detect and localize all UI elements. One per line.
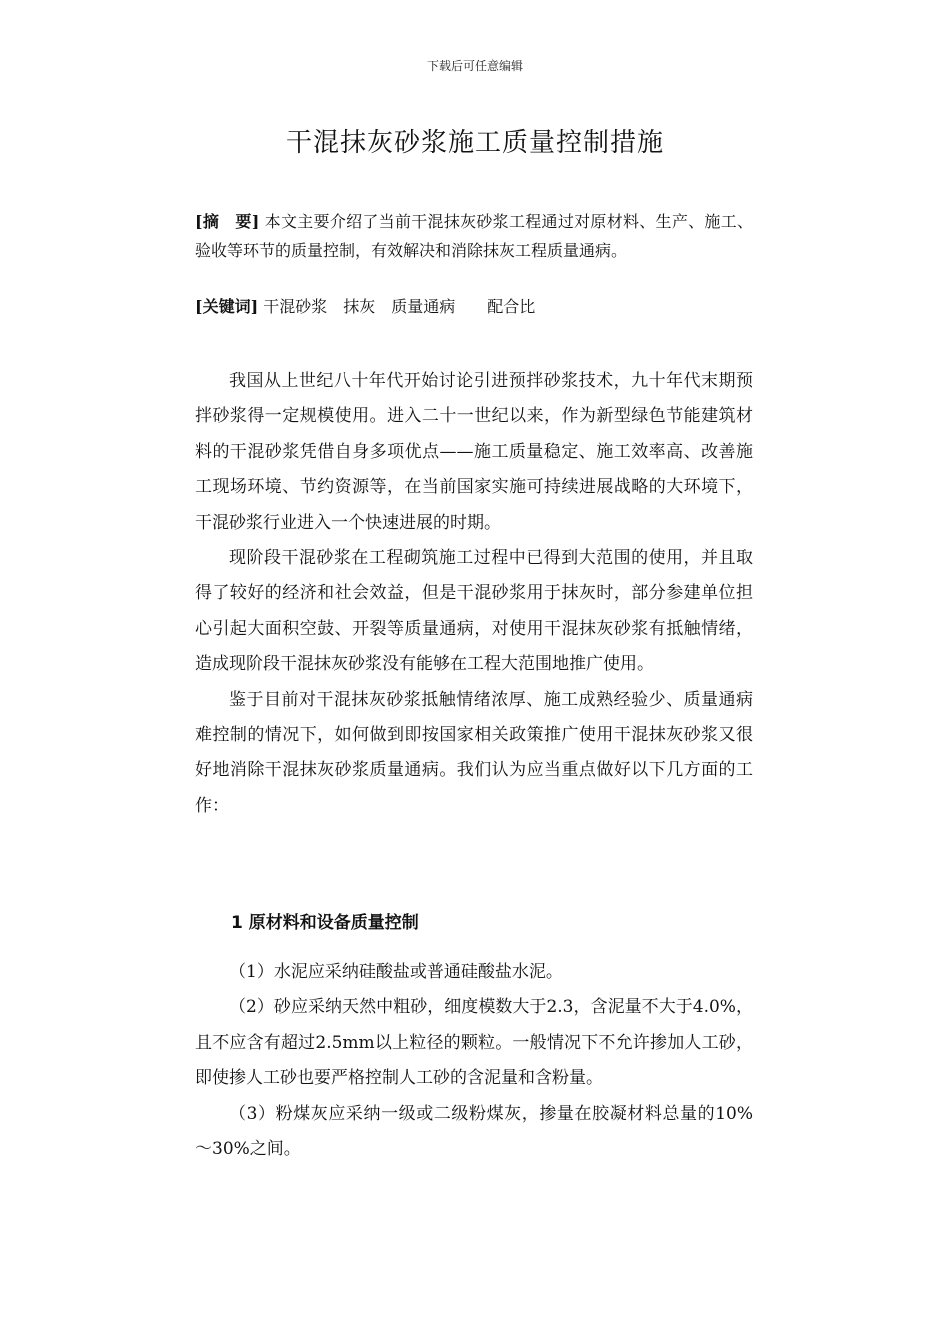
list-item: （2）砂应采纳天然中粗砂，细度模数大于2.3，含泥量不大于4.0%，且不应含有超过2.5mm以上粒径的颗粒。一般情况下不允许掺加人工砂，即使掺人工砂也要严格控制人工砂的含泥量和含粉量。 [195,997,753,1089]
section-heading: 1 原材料和设备质量控制 [231,913,419,933]
paragraph: 鉴于目前对干混抹灰砂浆抵触情绪浓厚、施工成熟经验少、质量通病难控制的情况下，如何做到即按国家相关政策推广使用干混抹灰砂浆又很好地消除干混抹灰砂浆质量通病。我们认为应当重点做好以下几方面的工作： [195,689,753,816]
document-title: 干混抹灰砂浆施工质量控制措施 [285,128,664,158]
abstract [195,207,753,265]
paragraph: 我国从上世纪八十年代开始讨论引进预拌砂浆技术，九十年代末期预拌砂浆得一定规模使用。进入二十一世纪以来，作为新型绿色节能建筑材料的干混砂浆凭借自身多项优点——施工质量稳定、施工效率高、改善施工现场环境、节约资源等，在当前国家实施可持续进展战略的大环境下，干混砂浆行业进入一个快速进展的时期。 [195,371,753,533]
keywords-label: [关键词] [195,297,259,316]
abstract-text: 本文主要介绍了当前干混抹灰砂浆工程通过对原材料、生产、施工、验收等环节的质量控制，有效解决和消除抹灰工程质量通病。 [195,212,753,260]
paragraph: 现阶段干混砂浆在工程砌筑施工过程中已得到大范围的使用，并且取得了较好的经济和社会效益，但是干混砂浆用于抹灰时，部分参建单位担心引起大面积空鼓、开裂等质量通病，对使用干混抹灰砂浆有抵触情绪，造成现阶段干混抹灰砂浆没有能够在工程大范围地推广使用。 [195,548,753,675]
list-item: （3）粉煤灰应采纳一级或二级粉煤灰，掺量在胶凝材料总量的10%～30%之间。 [195,1103,753,1160]
list-item: （1）水泥应采纳硅酸盐或普通硅酸盐水泥。 [229,962,563,982]
material-list [195,955,753,1167]
abstract-label: [摘 要] [195,212,260,231]
body-text [195,364,753,824]
keywords [195,292,753,321]
header-note: 下载后可任意编辑 [426,59,523,73]
keywords-text: 干混砂浆 抹灰 质量通病 配合比 [258,297,536,316]
